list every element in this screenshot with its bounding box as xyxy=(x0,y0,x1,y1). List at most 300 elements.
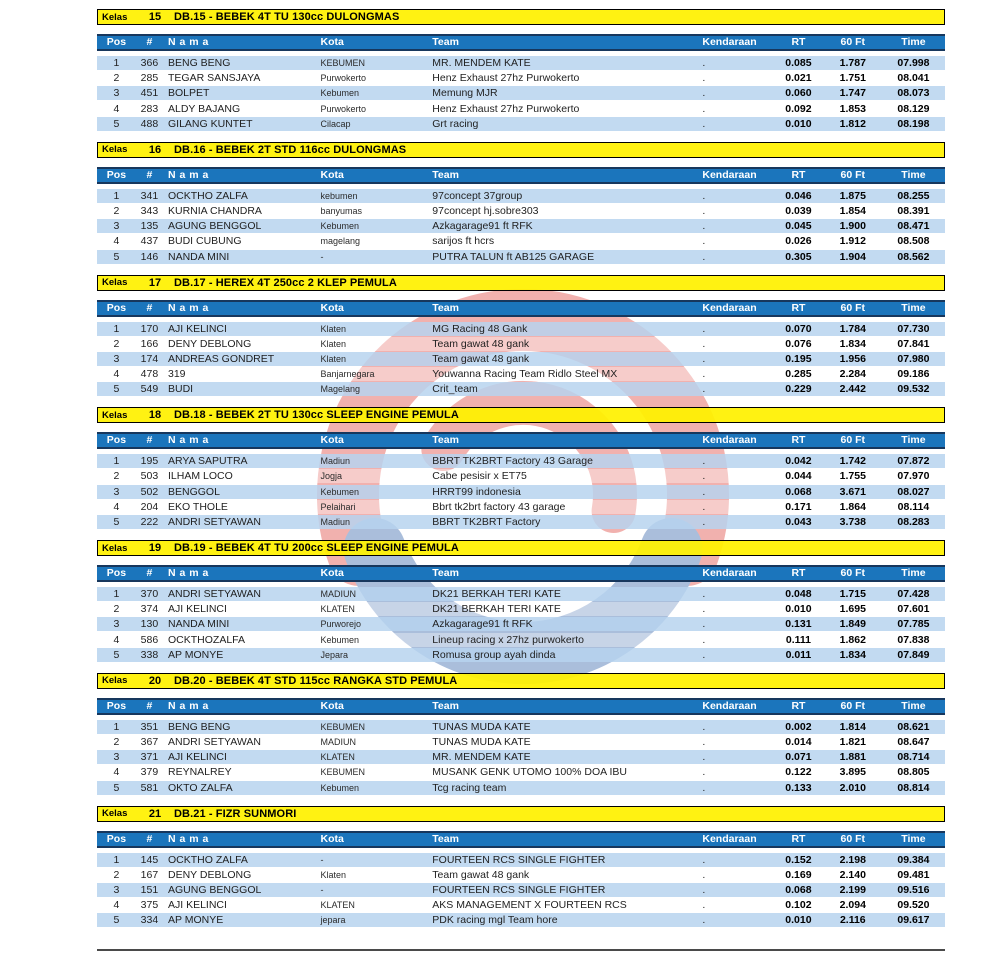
cell-kota: KLATEN xyxy=(320,752,355,763)
cell-pos: 4 xyxy=(113,500,120,513)
cell-rt: 0.131 xyxy=(785,618,812,631)
cell-60ft: 1.875 xyxy=(839,189,866,202)
cell-pos: 5 xyxy=(113,383,120,396)
cell-team: MR. MENDEM KATE xyxy=(432,57,531,69)
cell-time: 09.481 xyxy=(897,868,930,881)
cell-number: 170 xyxy=(140,322,159,335)
header-cell-team: Team xyxy=(432,36,459,48)
cell-team: PUTRA TALUN ft AB125 GARAGE xyxy=(432,250,595,263)
header-cell-number: # xyxy=(146,36,153,48)
cell-pos: 5 xyxy=(113,914,120,927)
cell-60ft: 2.010 xyxy=(839,781,866,794)
cell-number: 166 xyxy=(140,337,159,350)
cell-kota: Kebumen xyxy=(320,486,360,497)
cell-time: 07.428 xyxy=(897,588,930,600)
cell-kendaraan: . xyxy=(702,235,706,248)
cell-team: MR. MENDEM KATE xyxy=(432,751,531,764)
header-cell-nama: N a m a xyxy=(168,168,209,181)
cell-pos: 2 xyxy=(113,868,120,881)
cell-team: MG Racing 48 Gank xyxy=(432,322,528,335)
cell-pos: 3 xyxy=(113,618,120,631)
class-band-title: DB.16 - BEBEK 2T STD 116cc DULONGMAS xyxy=(174,143,407,156)
table-row xyxy=(97,367,945,381)
cell-60ft: 2.198 xyxy=(839,853,866,866)
cell-number: 374 xyxy=(140,603,159,616)
class-band-title: DB.18 - BEBEK 2T TU 130cc SLEEP ENGINE PEMULA xyxy=(174,409,459,422)
cell-pos: 5 xyxy=(113,117,120,130)
cell-kendaraan: . xyxy=(702,914,706,927)
cell-nama: TEGAR SANSJAYA xyxy=(168,72,261,85)
cell-team: Azkagarage91 ft RFK xyxy=(432,220,533,233)
cell-team: Cabe pesisir x ET75 xyxy=(432,470,527,483)
class-band-label: Kelas xyxy=(102,808,128,819)
cell-kendaraan: . xyxy=(702,720,706,733)
cell-team: BBRT TK2BRT Factory xyxy=(432,516,541,528)
race-class-section xyxy=(97,275,945,397)
cell-time: 07.730 xyxy=(897,322,930,335)
header-cell-pos: Pos xyxy=(106,301,127,314)
cell-number: 351 xyxy=(140,720,159,733)
cell-nama: AJI KELINCI xyxy=(168,751,227,764)
cell-team: Memung MJR xyxy=(432,87,498,100)
cell-kota: KLATEN xyxy=(320,900,355,911)
cell-rt: 0.043 xyxy=(785,516,812,528)
cell-60ft: 2.094 xyxy=(839,899,866,912)
header-cell-nama: N a m a xyxy=(168,699,209,712)
cell-kota: KEBUMEN xyxy=(320,721,366,732)
cell-time: 07.980 xyxy=(897,352,930,365)
header-cell-rt: RT xyxy=(791,434,806,447)
header-cell-60ft: 60 Ft xyxy=(840,567,866,579)
cell-kota: Kebumen xyxy=(320,221,360,232)
cell-time: 07.849 xyxy=(897,648,930,661)
cell-kota: KEBUMEN xyxy=(320,767,366,778)
header-cell-kota: Kota xyxy=(320,832,344,845)
header-cell-nama: N a m a xyxy=(168,36,209,48)
cell-time: 07.838 xyxy=(897,633,930,646)
cell-rt: 0.042 xyxy=(785,455,812,468)
header-cell-kota: Kota xyxy=(320,168,344,181)
header-cell-nama: N a m a xyxy=(168,301,209,314)
cell-kota: Cilacap xyxy=(320,118,351,129)
race-class-section xyxy=(97,806,945,928)
cell-rt: 0.070 xyxy=(785,322,812,335)
cell-pos: 2 xyxy=(113,735,120,748)
cell-60ft: 1.715 xyxy=(839,588,866,600)
header-cell-pos: Pos xyxy=(106,832,127,845)
cell-pos: 4 xyxy=(113,899,120,912)
cell-number: 379 xyxy=(140,766,159,779)
race-class-section xyxy=(97,407,945,529)
cell-rt: 0.169 xyxy=(785,868,812,881)
cell-time: 09.516 xyxy=(897,883,930,896)
cell-kendaraan: . xyxy=(702,102,706,115)
cell-number: 586 xyxy=(140,633,159,646)
cell-kota: MADIUN xyxy=(320,736,357,747)
cell-time: 08.027 xyxy=(897,485,930,498)
class-band-number: 21 xyxy=(148,807,162,820)
cell-nama: KURNIA CHANDRA xyxy=(168,204,262,217)
cell-team: Team gawat 48 gank xyxy=(432,337,530,350)
cell-number: 437 xyxy=(140,235,159,248)
cell-team: PDK racing mgl Team hore xyxy=(432,914,558,927)
cell-60ft: 1.854 xyxy=(839,204,866,217)
cell-60ft: 1.900 xyxy=(839,220,866,233)
cell-time: 07.841 xyxy=(897,337,930,350)
cell-60ft: 1.956 xyxy=(839,352,866,365)
cell-kendaraan: . xyxy=(702,220,706,233)
table-header-row xyxy=(97,565,945,582)
cell-60ft: 2.284 xyxy=(839,368,866,381)
class-band-label: Kelas xyxy=(102,144,128,156)
header-cell-pos: Pos xyxy=(106,567,127,579)
cell-number: 503 xyxy=(140,470,159,483)
cell-time: 07.872 xyxy=(897,455,930,468)
cell-60ft: 3.738 xyxy=(839,516,866,528)
header-cell-pos: Pos xyxy=(106,36,127,48)
cell-pos: 2 xyxy=(113,72,120,85)
class-band-title: DB.17 - HEREX 4T 250cc 2 KLEP PEMULA xyxy=(174,276,397,289)
race-class-section xyxy=(97,540,945,662)
cell-pos: 1 xyxy=(113,720,120,733)
header-cell-team: Team xyxy=(432,832,459,845)
cell-60ft: 1.912 xyxy=(839,235,866,248)
cell-team: Bbrt tk2brt factory 43 garage xyxy=(432,500,566,513)
table-row xyxy=(97,86,945,100)
header-cell-pos: Pos xyxy=(106,168,127,181)
cell-team: Team gawat 48 gank xyxy=(432,868,530,881)
header-cell-rt: RT xyxy=(791,36,806,48)
cell-kendaraan: . xyxy=(702,87,706,100)
cell-60ft: 1.695 xyxy=(839,603,866,616)
cell-rt: 0.229 xyxy=(785,383,812,396)
table-row xyxy=(97,469,945,483)
class-band xyxy=(97,407,945,423)
header-cell-number: # xyxy=(146,832,153,845)
cell-number: 130 xyxy=(140,618,159,631)
cell-kota: Kebumen xyxy=(320,634,360,645)
cell-rt: 0.068 xyxy=(785,485,812,498)
cell-team: BBRT TK2BRT Factory 43 Garage xyxy=(432,455,593,468)
cell-60ft: 1.812 xyxy=(839,117,866,130)
cell-60ft: 1.814 xyxy=(839,720,866,733)
cell-number: 478 xyxy=(140,368,159,381)
cell-nama: 319 xyxy=(168,368,186,381)
header-cell-kendaraan: Kendaraan xyxy=(702,36,757,48)
cell-time: 07.601 xyxy=(897,603,930,616)
cell-time: 08.647 xyxy=(897,735,930,748)
cell-time: 08.562 xyxy=(897,250,930,263)
header-cell-kota: Kota xyxy=(320,301,344,314)
table-row xyxy=(97,720,945,734)
cell-number: 222 xyxy=(140,516,159,528)
cell-pos: 4 xyxy=(113,368,120,381)
cell-rt: 0.048 xyxy=(785,588,812,600)
cell-kendaraan: . xyxy=(702,322,706,335)
cell-number: 371 xyxy=(140,751,159,764)
header-cell-nama: N a m a xyxy=(168,832,209,845)
cell-kendaraan: . xyxy=(702,633,706,646)
table-row xyxy=(97,117,945,131)
class-band-label: Kelas xyxy=(102,277,128,288)
table-row xyxy=(97,234,945,248)
cell-number: 581 xyxy=(140,781,159,794)
cell-pos: 2 xyxy=(113,337,120,350)
cell-kota: KEBUMEN xyxy=(320,58,366,68)
cell-team: DK21 BERKAH TERI KATE xyxy=(432,588,561,600)
cell-team: TUNAS MUDA KATE xyxy=(432,720,531,733)
cell-time: 08.621 xyxy=(897,720,930,733)
cell-kota: kebumen xyxy=(320,190,358,201)
table-row xyxy=(97,56,945,70)
cell-pos: 5 xyxy=(113,516,120,528)
header-cell-nama: N a m a xyxy=(168,434,209,447)
header-cell-team: Team xyxy=(432,567,459,579)
cell-time: 08.391 xyxy=(897,204,930,217)
cell-number: 135 xyxy=(140,220,159,233)
cell-pos: 5 xyxy=(113,648,120,661)
header-cell-rt: RT xyxy=(791,699,806,712)
cell-rt: 0.002 xyxy=(785,720,812,733)
class-band-number: 16 xyxy=(148,143,162,156)
cell-nama: AP MONYE xyxy=(168,914,224,927)
cell-time: 07.998 xyxy=(897,57,930,69)
table-row xyxy=(97,454,945,468)
cell-pos: 2 xyxy=(113,603,120,616)
cell-time: 08.714 xyxy=(897,751,930,764)
header-cell-nama: N a m a xyxy=(168,567,209,579)
cell-kendaraan: . xyxy=(702,368,706,381)
cell-pos: 4 xyxy=(113,633,120,646)
class-band xyxy=(97,806,945,822)
table-body xyxy=(97,587,945,662)
cell-pos: 2 xyxy=(113,470,120,483)
cell-60ft: 1.821 xyxy=(839,735,866,748)
header-cell-kendaraan: Kendaraan xyxy=(702,699,757,712)
header-cell-time: Time xyxy=(901,434,926,447)
class-band xyxy=(97,142,945,158)
cell-nama: BOLPET xyxy=(168,87,210,100)
cell-kota: Purwokerto xyxy=(320,73,367,84)
cell-number: 488 xyxy=(140,117,159,130)
header-cell-time: Time xyxy=(901,832,926,845)
table-row xyxy=(97,337,945,351)
results-tables xyxy=(97,9,945,938)
cell-team: Crit_team xyxy=(432,383,478,396)
cell-pos: 4 xyxy=(113,235,120,248)
table-row xyxy=(97,250,945,264)
cell-kendaraan: . xyxy=(702,648,706,661)
cell-kota: KLATEN xyxy=(320,604,355,615)
cell-nama: AJI KELINCI xyxy=(168,603,227,616)
cell-rt: 0.021 xyxy=(785,72,812,85)
class-band-title: DB.15 - BEBEK 4T TU 130cc DULONGMAS xyxy=(174,11,400,23)
header-cell-pos: Pos xyxy=(106,699,127,712)
cell-nama: NANDA MINI xyxy=(168,250,230,263)
cell-nama: BENG BENG xyxy=(168,57,231,69)
cell-60ft: 1.742 xyxy=(839,455,866,468)
header-cell-kota: Kota xyxy=(320,567,344,579)
header-cell-kendaraan: Kendaraan xyxy=(702,301,757,314)
table-row xyxy=(97,868,945,882)
cell-nama: ALDY BAJANG xyxy=(168,102,241,115)
cell-kendaraan: . xyxy=(702,766,706,779)
cell-pos: 1 xyxy=(113,57,120,69)
cell-pos: 3 xyxy=(113,352,120,365)
cell-number: 145 xyxy=(140,853,159,866)
table-row xyxy=(97,633,945,647)
cell-kota: Jogja xyxy=(320,471,343,482)
table-row xyxy=(97,648,945,662)
cell-kota: jepara xyxy=(320,915,346,926)
cell-time: 08.508 xyxy=(897,235,930,248)
cell-nama: ANDRI SETYAWAN xyxy=(168,516,261,528)
cell-number: 338 xyxy=(140,648,159,661)
cell-kota: - xyxy=(320,251,324,262)
table-row xyxy=(97,781,945,795)
cell-nama: BENGGOL xyxy=(168,485,220,498)
cell-kendaraan: . xyxy=(702,883,706,896)
cell-number: 502 xyxy=(140,485,159,498)
header-cell-team: Team xyxy=(432,434,459,447)
cell-kendaraan: . xyxy=(702,470,706,483)
cell-team: Henz Exhaust 27hz Purwokerto xyxy=(432,72,580,85)
cell-pos: 3 xyxy=(113,751,120,764)
cell-team: Team gawat 48 gank xyxy=(432,352,530,365)
cell-60ft: 1.834 xyxy=(839,337,866,350)
cell-team: AKS MANAGEMENT X FOURTEEN RCS xyxy=(432,899,627,912)
cell-60ft: 1.787 xyxy=(839,57,866,69)
cell-kota: Madiun xyxy=(320,517,351,527)
cell-kota: Magelang xyxy=(320,384,361,395)
header-cell-rt: RT xyxy=(791,168,806,181)
cell-rt: 0.026 xyxy=(785,235,812,248)
cell-rt: 0.010 xyxy=(785,914,812,927)
class-band-label: Kelas xyxy=(102,542,128,554)
cell-nama: OKTO ZALFA xyxy=(168,781,233,794)
cell-kendaraan: . xyxy=(702,383,706,396)
cell-rt: 0.152 xyxy=(785,853,812,866)
cell-kendaraan: . xyxy=(702,455,706,468)
cell-number: 366 xyxy=(140,57,159,69)
cell-60ft: 1.834 xyxy=(839,648,866,661)
table-row xyxy=(97,750,945,764)
cell-rt: 0.039 xyxy=(785,204,812,217)
cell-60ft: 2.442 xyxy=(839,383,866,396)
cell-kendaraan: . xyxy=(702,868,706,881)
cell-pos: 1 xyxy=(113,189,120,202)
cell-time: 07.785 xyxy=(897,618,930,631)
cell-kota: Purwokerto xyxy=(320,103,367,114)
header-cell-rt: RT xyxy=(791,301,806,314)
cell-nama: ANDRI SETYAWAN xyxy=(168,588,261,600)
table-row xyxy=(97,735,945,749)
cell-team: 97concept 37group xyxy=(432,189,523,202)
cell-kota: Klaten xyxy=(320,353,347,364)
header-cell-kota: Kota xyxy=(320,699,344,712)
header-cell-time: Time xyxy=(901,36,926,48)
cell-pos: 1 xyxy=(113,322,120,335)
cell-kendaraan: . xyxy=(702,337,706,350)
table-row xyxy=(97,853,945,867)
cell-kendaraan: . xyxy=(702,751,706,764)
header-cell-team: Team xyxy=(432,168,459,181)
cell-60ft: 1.849 xyxy=(839,618,866,631)
cell-number: 334 xyxy=(140,914,159,927)
cell-time: 08.073 xyxy=(897,87,930,100)
cell-nama: AP MONYE xyxy=(168,648,224,661)
cell-pos: 1 xyxy=(113,853,120,866)
table-body xyxy=(97,56,945,131)
cell-kendaraan: . xyxy=(702,352,706,365)
cell-team: HRRT99 indonesia xyxy=(432,485,521,498)
table-row xyxy=(97,617,945,631)
cell-rt: 0.068 xyxy=(785,883,812,896)
cell-number: 549 xyxy=(140,383,159,396)
class-band-title: DB.19 - BEBEK 4T TU 200cc SLEEP ENGINE PEMULA xyxy=(174,542,459,554)
table-body xyxy=(97,189,945,264)
cell-60ft: 1.747 xyxy=(839,87,866,100)
cell-team: sarijos ft hcrs xyxy=(432,235,495,248)
header-cell-time: Time xyxy=(901,699,926,712)
cell-nama: AGUNG BENGGOL xyxy=(168,883,262,896)
table-row xyxy=(97,352,945,366)
cell-kota: MADIUN xyxy=(320,589,357,599)
race-class-section xyxy=(97,673,945,795)
cell-nama: EKO THOLE xyxy=(168,500,228,513)
table-row xyxy=(97,913,945,927)
header-cell-number: # xyxy=(146,301,153,314)
table-header-row xyxy=(97,34,945,51)
cell-time: 09.520 xyxy=(897,899,930,912)
cell-kota: Kebumen xyxy=(320,782,360,793)
class-band xyxy=(97,9,945,25)
table-header-row xyxy=(97,831,945,848)
class-band-label: Kelas xyxy=(102,409,128,421)
cell-nama: ANDRI SETYAWAN xyxy=(168,735,261,748)
cell-nama: OCKTHOZALFA xyxy=(168,633,246,646)
table-row xyxy=(97,102,945,116)
header-cell-number: # xyxy=(146,434,153,447)
header-cell-kendaraan: Kendaraan xyxy=(702,832,757,845)
cell-60ft: 1.751 xyxy=(839,72,866,85)
race-class-section xyxy=(97,142,945,264)
cell-pos: 5 xyxy=(113,250,120,263)
cell-rt: 0.195 xyxy=(785,352,812,365)
cell-kendaraan: . xyxy=(702,603,706,616)
cell-rt: 0.171 xyxy=(785,500,812,513)
cell-rt: 0.010 xyxy=(785,603,812,616)
cell-nama: NANDA MINI xyxy=(168,618,230,631)
table-header-row xyxy=(97,167,945,184)
cell-kendaraan: . xyxy=(702,189,706,202)
cell-number: 146 xyxy=(140,250,159,263)
cell-time: 08.198 xyxy=(897,117,930,130)
class-band-title: DB.21 - FIZR SUNMORI xyxy=(174,807,297,820)
cell-kota: Klaten xyxy=(320,323,347,334)
cell-pos: 4 xyxy=(113,102,120,115)
header-cell-time: Time xyxy=(901,567,926,579)
cell-kota: Jepara xyxy=(320,649,349,660)
table-row xyxy=(97,587,945,601)
cell-rt: 0.076 xyxy=(785,337,812,350)
cell-60ft: 2.116 xyxy=(839,914,866,927)
cell-rt: 0.092 xyxy=(785,102,812,115)
cell-rt: 0.085 xyxy=(785,57,812,69)
cell-pos: 3 xyxy=(113,87,120,100)
header-cell-pos: Pos xyxy=(106,434,127,447)
cell-rt: 0.071 xyxy=(785,751,812,764)
